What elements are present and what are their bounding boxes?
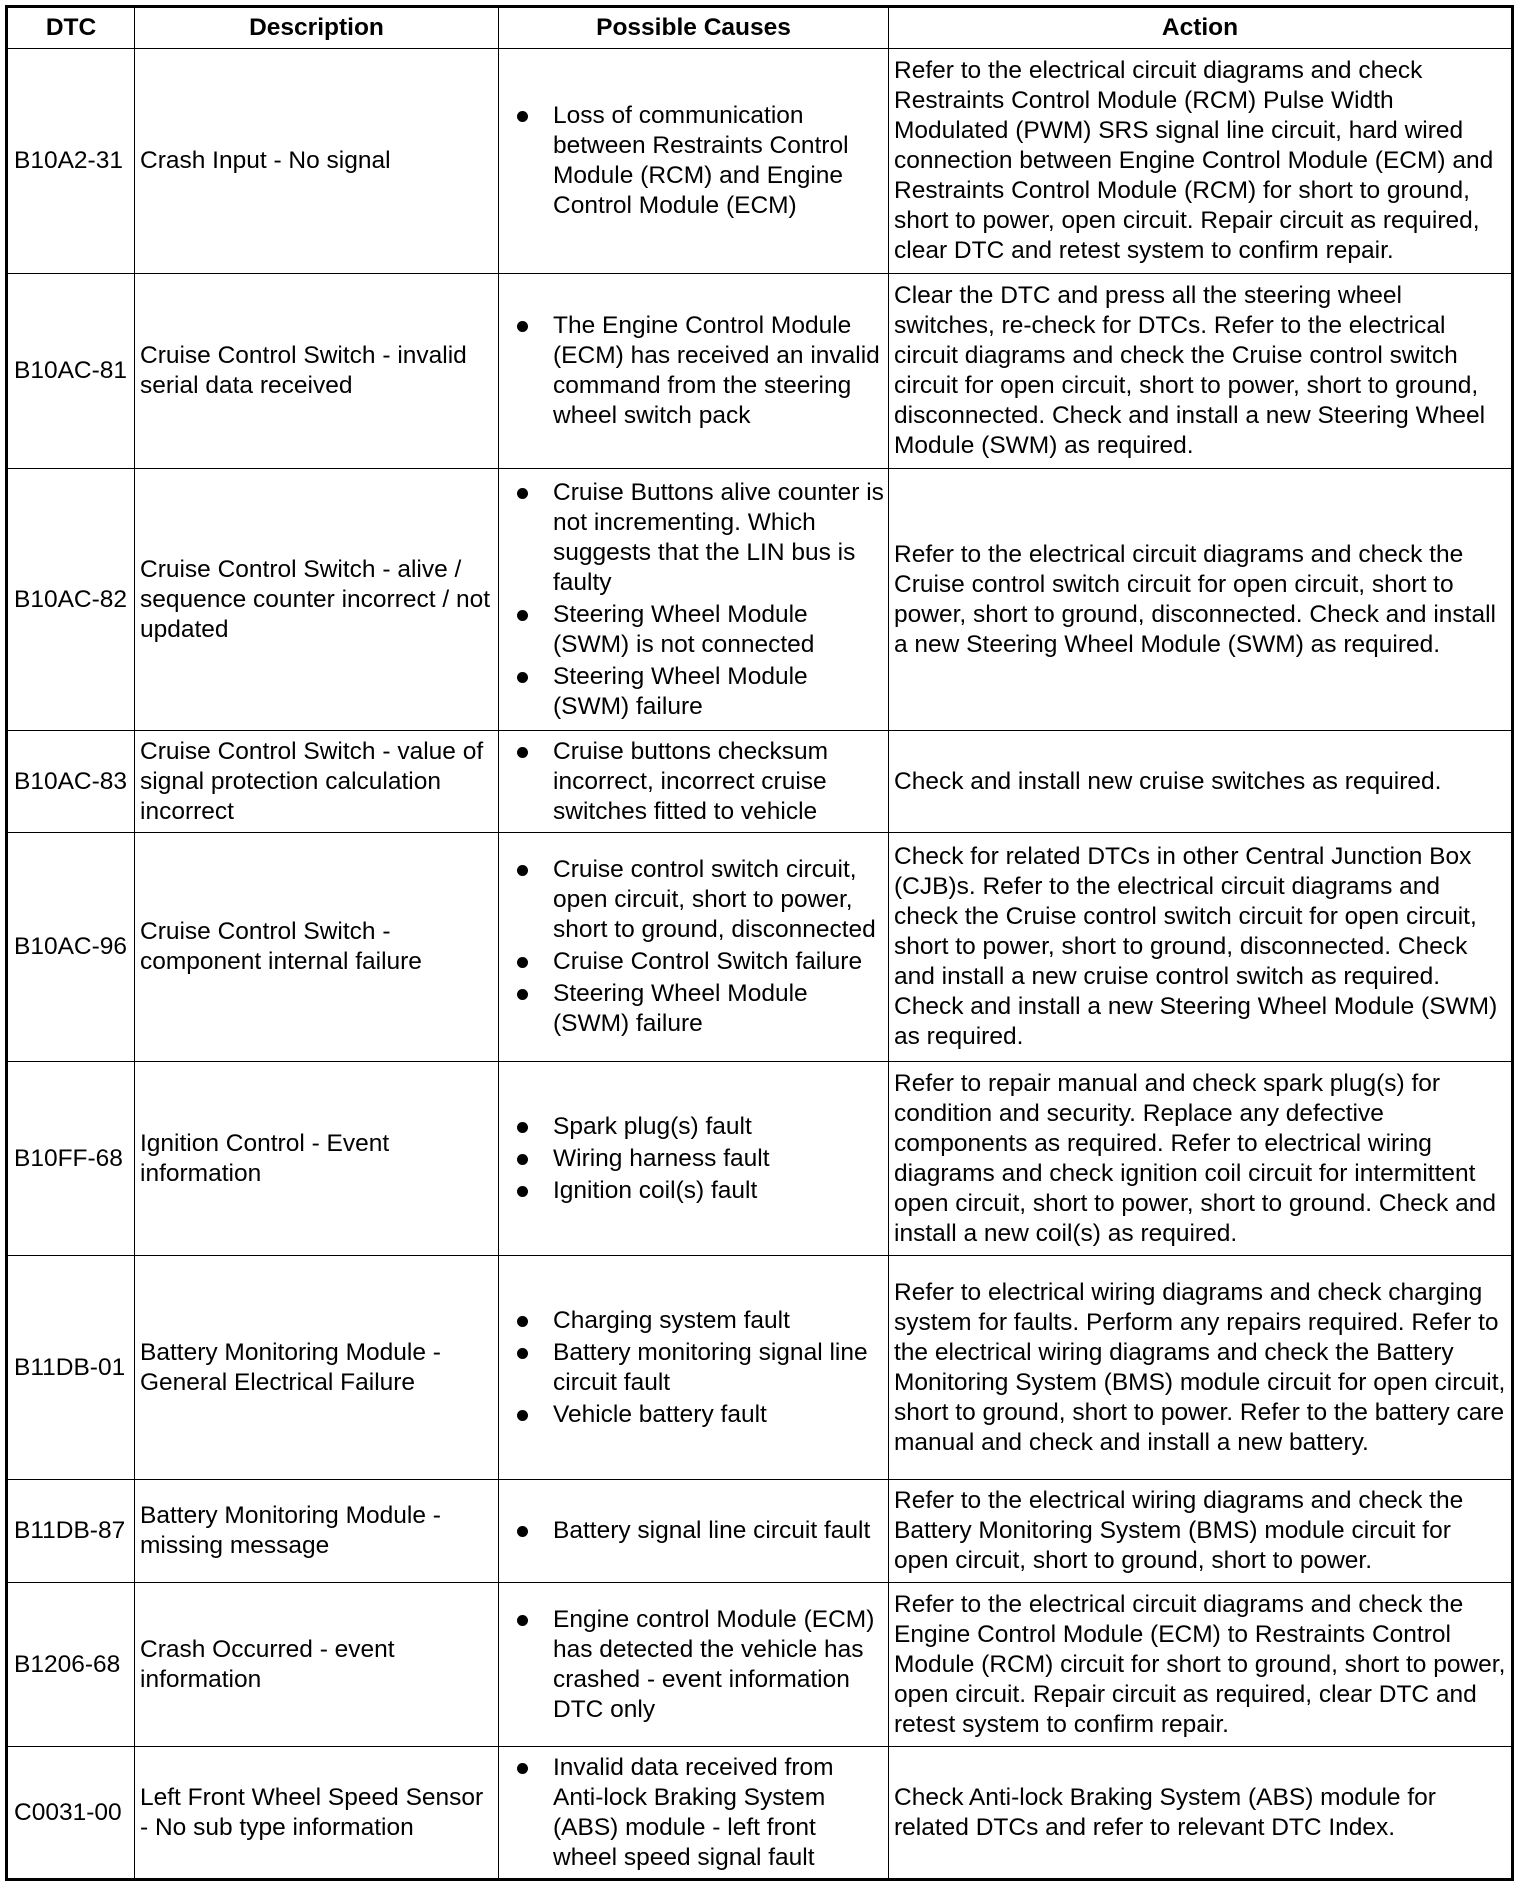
cause-item: Wiring harness fault bbox=[517, 1144, 884, 1174]
dtc-description: Crash Input - No signal bbox=[135, 49, 499, 274]
possible-causes bbox=[499, 833, 889, 1062]
dtc-code: B10AC-83 bbox=[7, 731, 135, 833]
action-text: Refer to the electrical circuit diagrams and check Restraints Control Module (RCM) Pulse Width Modulated (PWM) SRS signal line circuit, hard wired connection between Engine Control Module (ECM) and Restraints Control Module (RCM) for short to ground, short to power, open circuit. Repair circuit as required, clear DTC and retest system to confirm repair. bbox=[889, 49, 1513, 274]
table-header bbox=[7, 7, 1513, 49]
possible-causes bbox=[499, 1747, 889, 1880]
cause-item: Charging system fault bbox=[517, 1306, 884, 1336]
dtc-description: Battery Monitoring Module - missing message bbox=[135, 1480, 499, 1583]
cause-item: Invalid data received from Anti-lock Braking System (ABS) module - left front wheel speed signal fault bbox=[517, 1753, 884, 1873]
dtc-code: B1206-68 bbox=[7, 1583, 135, 1747]
table-row bbox=[7, 274, 1513, 469]
possible-causes bbox=[499, 1583, 889, 1747]
action-text: Refer to the electrical wiring diagrams and check the Battery Monitoring System (BMS) module circuit for open circuit, short to ground, short to power. bbox=[889, 1480, 1513, 1583]
dtc-code: B10A2-31 bbox=[7, 49, 135, 274]
causes-list bbox=[517, 855, 884, 1039]
action-text: Clear the DTC and press all the steering wheel switches, re-check for DTCs. Refer to the electrical circuit diagrams and check the Cruise control switch circuit for open circuit, short to power, short to ground, disconnected. Check and install a new Steering Wheel Module (SWM) as required. bbox=[889, 274, 1513, 469]
possible-causes bbox=[499, 274, 889, 469]
cause-item: Battery signal line circuit fault bbox=[517, 1516, 884, 1546]
action-text: Refer to the electrical circuit diagrams and check the Engine Control Module (ECM) to Restraints Control Module (RCM) circuit for short to ground, short to power, open circuit. Repair circuit as required, clear DTC and retest system to confirm repair. bbox=[889, 1583, 1513, 1747]
cause-item: The Engine Control Module (ECM) has received an invalid command from the steering wheel switch pack bbox=[517, 311, 884, 431]
causes-list bbox=[517, 311, 884, 431]
action-text: Check and install new cruise switches as required. bbox=[889, 731, 1513, 833]
dtc-table bbox=[5, 5, 1514, 1881]
possible-causes bbox=[499, 1062, 889, 1256]
causes-list bbox=[517, 478, 884, 722]
header-description: Description bbox=[135, 7, 499, 49]
dtc-description: Crash Occurred - event information bbox=[135, 1583, 499, 1747]
cause-item: Ignition coil(s) fault bbox=[517, 1176, 884, 1206]
causes-list bbox=[517, 1605, 884, 1725]
header-row bbox=[7, 7, 1513, 49]
dtc-description: Left Front Wheel Speed Sensor - No sub type information bbox=[135, 1747, 499, 1880]
cause-item: Steering Wheel Module (SWM) is not connected bbox=[517, 600, 884, 660]
dtc-description: Cruise Control Switch - value of signal protection calculation incorrect bbox=[135, 731, 499, 833]
cause-item: Cruise Control Switch failure bbox=[517, 947, 884, 977]
dtc-code: B10AC-82 bbox=[7, 469, 135, 731]
dtc-code: B10AC-96 bbox=[7, 833, 135, 1062]
causes-list bbox=[517, 101, 884, 221]
causes-list bbox=[517, 1753, 884, 1873]
dtc-code: B10AC-81 bbox=[7, 274, 135, 469]
action-text: Check Anti-lock Braking System (ABS) module for related DTCs and refer to relevant DTC Index. bbox=[889, 1747, 1513, 1880]
table-row bbox=[7, 49, 1513, 274]
table-row bbox=[7, 731, 1513, 833]
cause-item: Steering Wheel Module (SWM) failure bbox=[517, 979, 884, 1039]
dtc-description: Ignition Control - Event information bbox=[135, 1062, 499, 1256]
dtc-code: B10FF-68 bbox=[7, 1062, 135, 1256]
dtc-code: B11DB-01 bbox=[7, 1256, 135, 1480]
table-row bbox=[7, 833, 1513, 1062]
table-row bbox=[7, 1480, 1513, 1583]
cause-item: Cruise control switch circuit, open circuit, short to power, short to ground, disconnected bbox=[517, 855, 884, 945]
dtc-code: B11DB-87 bbox=[7, 1480, 135, 1583]
possible-causes bbox=[499, 49, 889, 274]
cause-item: Spark plug(s) fault bbox=[517, 1112, 884, 1142]
cause-item: Cruise buttons checksum incorrect, incorrect cruise switches fitted to vehicle bbox=[517, 737, 884, 827]
possible-causes bbox=[499, 731, 889, 833]
action-text: Refer to repair manual and check spark plug(s) for condition and security. Replace any defective components as required. Refer to electrical wiring diagrams and check ignition coil circuit for intermittent open circuit, short to power, short to ground. Check and install a new coil(s) as required. bbox=[889, 1062, 1513, 1256]
header-dtc: DTC bbox=[7, 7, 135, 49]
table-row bbox=[7, 1062, 1513, 1256]
cause-item: Steering Wheel Module (SWM) failure bbox=[517, 662, 884, 722]
causes-list bbox=[517, 737, 884, 827]
dtc-description: Cruise Control Switch - invalid serial data received bbox=[135, 274, 499, 469]
cause-item: Engine control Module (ECM) has detected the vehicle has crashed - event information DTC only bbox=[517, 1605, 884, 1725]
header-action: Action bbox=[889, 7, 1513, 49]
table-row bbox=[7, 1256, 1513, 1480]
action-text: Check for related DTCs in other Central Junction Box (CJB)s. Refer to the electrical circuit diagrams and check the Cruise control switch circuit for open circuit, short to power, short to ground, disconnected. Check and install a new cruise control switch as required. Check and install a new Steering Wheel Module (SWM) as required. bbox=[889, 833, 1513, 1062]
dtc-description: Battery Monitoring Module - General Electrical Failure bbox=[135, 1256, 499, 1480]
possible-causes bbox=[499, 1480, 889, 1583]
cause-item: Battery monitoring signal line circuit fault bbox=[517, 1338, 884, 1398]
action-text: Refer to the electrical circuit diagrams and check the Cruise control switch circuit for open circuit, short to power, short to ground, disconnected. Check and install a new Steering Wheel Module (SWM) as required. bbox=[889, 469, 1513, 731]
dtc-code: C0031-00 bbox=[7, 1747, 135, 1880]
possible-causes bbox=[499, 1256, 889, 1480]
cause-item: Vehicle battery fault bbox=[517, 1400, 884, 1430]
table-row bbox=[7, 1747, 1513, 1880]
causes-list bbox=[517, 1516, 884, 1546]
table-row bbox=[7, 1583, 1513, 1747]
cause-item: Loss of communication between Restraints Control Module (RCM) and Engine Control Module (ECM) bbox=[517, 101, 884, 221]
table-row bbox=[7, 469, 1513, 731]
header-possible-causes: Possible Causes bbox=[499, 7, 889, 49]
action-text: Refer to electrical wiring diagrams and check charging system for faults. Perform any repairs required. Refer to the electrical wiring diagrams and check the Battery Monitoring System (BMS) module circuit for open circuit, short to ground, short to power. Refer to the battery care manual and check and install a new battery. bbox=[889, 1256, 1513, 1480]
table-body bbox=[7, 49, 1513, 1880]
possible-causes bbox=[499, 469, 889, 731]
cause-item: Cruise Buttons alive counter is not incrementing. Which suggests that the LIN bus is faulty bbox=[517, 478, 884, 598]
dtc-description: Cruise Control Switch - alive / sequence counter incorrect / not updated bbox=[135, 469, 499, 731]
dtc-description: Cruise Control Switch - component internal failure bbox=[135, 833, 499, 1062]
causes-list bbox=[517, 1306, 884, 1430]
causes-list bbox=[517, 1112, 884, 1206]
